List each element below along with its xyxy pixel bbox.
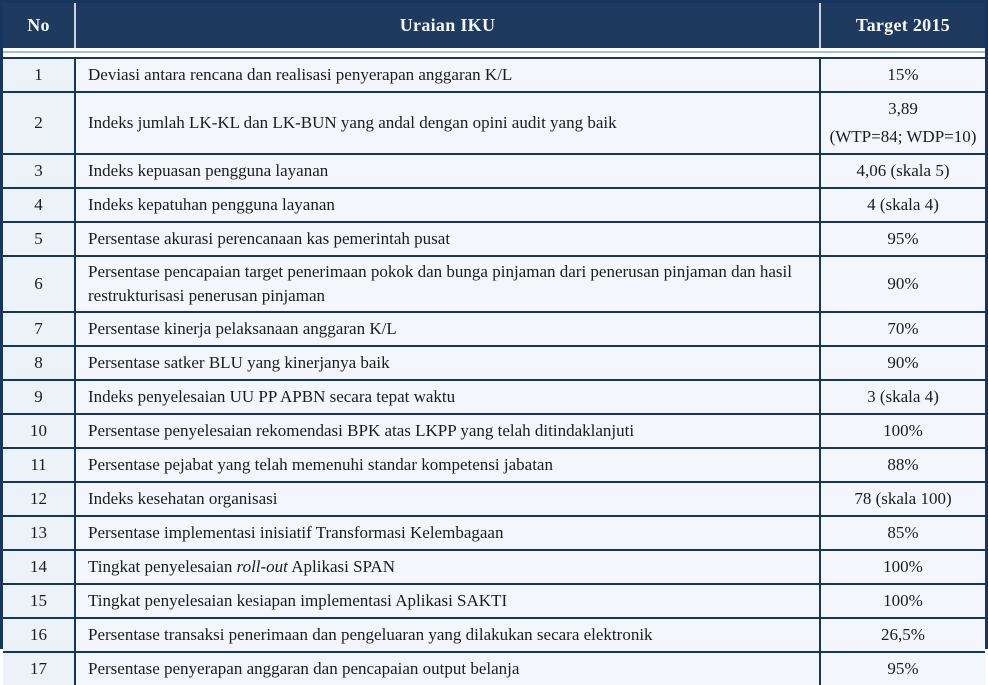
table-row bbox=[3, 91, 985, 153]
table-header-row bbox=[3, 3, 985, 48]
uraian-iku-text: Persentase kinerja pelaksanaan anggaran K/L bbox=[74, 313, 819, 345]
target-value: 3 (skala 4) bbox=[819, 381, 985, 413]
table-row bbox=[3, 311, 985, 345]
row-number: 8 bbox=[3, 347, 74, 379]
row-number: 9 bbox=[3, 381, 74, 413]
uraian-iku-text: Tingkat penyelesaian roll-out Aplikasi SPAN bbox=[74, 551, 819, 583]
uraian-iku-text: Indeks kepuasan pengguna layanan bbox=[74, 155, 819, 187]
uraian-iku-text: Persentase pejabat yang telah memenuhi standar kompetensi jabatan bbox=[74, 449, 819, 481]
target-value: 88% bbox=[819, 449, 985, 481]
row-number: 12 bbox=[3, 483, 74, 515]
row-number: 6 bbox=[3, 257, 74, 311]
uraian-iku-text: Persentase penyelesaian rekomendasi BPK atas LKPP yang telah ditindaklanjuti bbox=[74, 415, 819, 447]
target-value: 15% bbox=[819, 59, 985, 91]
row-number: 2 bbox=[3, 93, 74, 153]
uraian-iku-text: Indeks penyelesaian UU PP APBN secara tepat waktu bbox=[74, 381, 819, 413]
uraian-iku-text: Persentase akurasi perencanaan kas pemerintah pusat bbox=[74, 223, 819, 255]
target-value: 100% bbox=[819, 415, 985, 447]
table-row bbox=[3, 549, 985, 583]
row-number: 13 bbox=[3, 517, 74, 549]
table-row bbox=[3, 187, 985, 221]
uraian-iku-text: Persentase satker BLU yang kinerjanya baik bbox=[74, 347, 819, 379]
target-value: 4,06 (skala 5) bbox=[819, 155, 985, 187]
row-number: 3 bbox=[3, 155, 74, 187]
uraian-iku-text: Indeks kesehatan organisasi bbox=[74, 483, 819, 515]
uraian-iku-text: Indeks kepatuhan pengguna layanan bbox=[74, 189, 819, 221]
target-value: 4 (skala 4) bbox=[819, 189, 985, 221]
uraian-iku-text: Persentase penyerapan anggaran dan pencapaian output belanja bbox=[74, 653, 819, 685]
header-uraian-iku: Uraian IKU bbox=[74, 3, 819, 48]
table-row bbox=[3, 345, 985, 379]
row-number: 16 bbox=[3, 619, 74, 651]
row-number: 1 bbox=[3, 59, 74, 91]
uraian-iku-text: Indeks jumlah LK-KL dan LK-BUN yang andal dengan opini audit yang baik bbox=[74, 93, 819, 153]
target-value: 100% bbox=[819, 585, 985, 617]
table-row bbox=[3, 617, 985, 651]
table-body bbox=[3, 57, 985, 685]
table-row bbox=[3, 481, 985, 515]
row-number: 17 bbox=[3, 653, 74, 685]
header-no: No bbox=[27, 15, 50, 35]
uraian-iku-text: Deviasi antara rencana dan realisasi penyerapan anggaran K/L bbox=[74, 59, 819, 91]
target-value: 3,89 (WTP=84; WDP=10) bbox=[819, 93, 985, 153]
target-value: 78 (skala 100) bbox=[819, 483, 985, 515]
table-row bbox=[3, 255, 985, 311]
table-row bbox=[3, 153, 985, 187]
target-value: 95% bbox=[819, 653, 985, 685]
row-number: 15 bbox=[3, 585, 74, 617]
table-row bbox=[3, 583, 985, 617]
row-number: 11 bbox=[3, 449, 74, 481]
target-value: 100% bbox=[819, 551, 985, 583]
uraian-iku-text: Tingkat penyelesaian kesiapan implementasi Aplikasi SAKTI bbox=[74, 585, 819, 617]
uraian-iku-text: Persentase pencapaian target penerimaan pokok dan bunga pinjaman dari penerusan pinjaman dan hasil restrukturisasi penerusan pinjaman bbox=[74, 257, 819, 311]
table-row bbox=[3, 379, 985, 413]
row-number: 7 bbox=[3, 313, 74, 345]
row-number: 10 bbox=[3, 415, 74, 447]
table-row bbox=[3, 447, 985, 481]
header-body-divider bbox=[3, 48, 985, 57]
row-number: 4 bbox=[3, 189, 74, 221]
uraian-iku-text: Persentase implementasi inisiatif Transformasi Kelembagaan bbox=[74, 517, 819, 549]
uraian-iku-text: Persentase transaksi penerimaan dan pengeluaran yang dilakukan secara elektronik bbox=[74, 619, 819, 651]
target-value: 95% bbox=[819, 223, 985, 255]
target-value: 90% bbox=[819, 257, 985, 311]
table-row bbox=[3, 651, 985, 685]
table-row bbox=[3, 413, 985, 447]
table-row bbox=[3, 221, 985, 255]
target-value: 26,5% bbox=[819, 619, 985, 651]
target-value: 90% bbox=[819, 347, 985, 379]
header-target-2015: Target 2015 bbox=[819, 3, 985, 48]
target-value: 70% bbox=[819, 313, 985, 345]
table-row bbox=[3, 515, 985, 549]
target-value: 85% bbox=[819, 517, 985, 549]
table-row bbox=[3, 57, 985, 91]
row-number: 5 bbox=[3, 223, 74, 255]
row-number: 14 bbox=[3, 551, 74, 583]
